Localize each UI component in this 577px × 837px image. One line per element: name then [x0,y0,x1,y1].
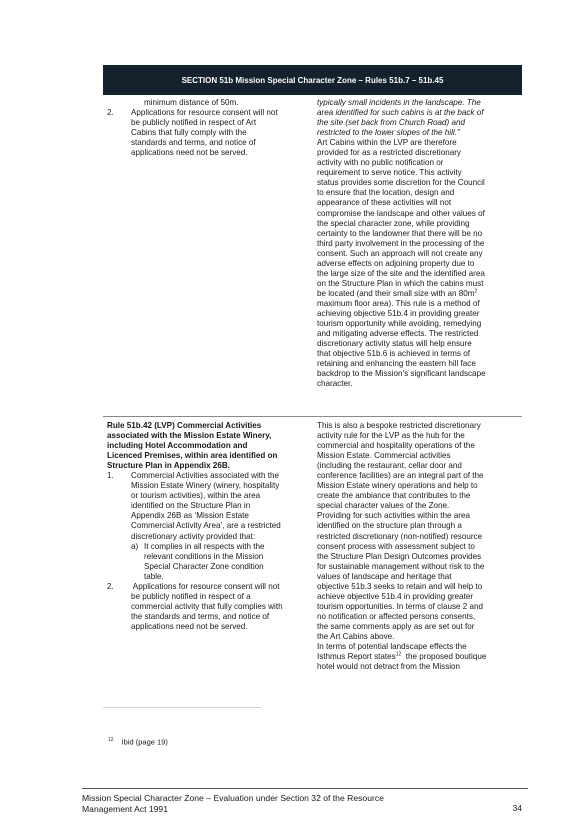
line-text: that objective 51b.6 is achieved in terms of [317,349,470,359]
text-line [107,148,308,158]
list-number: 2. [107,581,114,591]
line-text: area identified for such cabins is at the back of [317,108,484,118]
list-number: 1. [107,471,114,481]
text-line [317,622,521,632]
text-line [317,289,521,299]
line-text: third party involvement in the processing of the [317,238,485,248]
line-text: no notification or affected persons consents, [317,611,476,621]
text-line [107,118,308,128]
line-text: the site (set back from Church Road) and [317,118,466,128]
text-line [317,279,521,289]
text-line [317,98,521,108]
text-line [107,612,308,622]
text-line [107,128,308,138]
line-text: compromise the landscape and other values of [317,208,485,218]
text-line [107,451,308,461]
list-number: 2. [107,108,114,118]
text-line [317,329,521,339]
line-text: applications need not be served. [131,621,248,631]
text-line [317,198,521,208]
line-text: Special Character Zone condition [144,561,264,571]
text-line [317,178,521,188]
line-text: activity rule for the LVP as the hub for the [317,431,465,441]
text-line [107,622,308,632]
text-line [317,552,521,562]
line-text: or tourism activities), within the area [131,491,261,501]
list-letter: a) [131,541,139,551]
line-text: applications need not be served. [131,148,248,158]
text-line [317,128,521,138]
line-text: Mission Estate Winery (winery, hospitality [131,481,280,491]
text-line [107,421,308,431]
superscript: 12 [395,651,402,658]
text-line [317,602,521,612]
line-text: the Art Cabins above. [317,631,395,641]
footnote-divider [103,707,261,708]
text-line [317,642,521,652]
line-text: restricted to the lower slopes of the hill.” [317,128,460,138]
table-row [103,98,522,413]
line-text: discretionary activity provided that: [131,531,256,541]
text-line [317,209,521,219]
line-text: restricted discretionary (non-notified) resource [317,531,483,541]
line-text: Mission Estate. Commercial activities [317,451,451,461]
text-line [317,359,521,369]
line-text: be publicly notified in respect of Art [131,118,257,128]
footnote-number: 12 [108,737,114,743]
text-line [317,188,521,198]
line-text: be located (and their small size with an 80m [317,288,475,298]
line-text: table. [144,571,164,581]
text-line [107,562,308,572]
text-line [317,108,521,118]
text-line [107,441,308,451]
line-text: Art Cabins within the LVP are therefore [317,138,457,148]
line-text: Appendix 26B as ‘Mission Estate [131,511,249,521]
text-line [317,662,521,672]
text-line [107,138,308,148]
text-line [317,471,521,481]
line-text: Mission Estate winery operations and help to [317,481,478,491]
line-text: Structure Plan in Appendix 26B. [107,461,230,471]
line-text: This is also a bespoke restricted discretionary [317,421,481,430]
line-text: achieving objective 51b.4 in providing greater [317,308,480,318]
text-line [107,542,308,552]
line-text: special character values of the Zone. [317,501,450,511]
line-text: create the ambiance that contributes to the [317,491,471,501]
line-text: standards and terms, and notice of [131,138,256,148]
text-line [317,319,521,329]
line-text: the Structure Plan Design Outcomes provides [317,551,482,561]
text-line [317,532,521,542]
line-text: objective 51b.3 seeks to retain and will help to [317,581,483,591]
text-line [317,491,521,501]
text-line [317,632,521,642]
line-text: identified on the Structure Plan in [131,501,251,511]
line-text: the same comments apply as are set out for [317,621,475,631]
line-text: provided for as a restricted discretionary [317,148,461,158]
line-text: requirement to serve notice. This activity [317,168,462,178]
section-title: SECTION 51b Mission Special Character Zone – Rules 51b.7 – 51b.45 [181,75,444,85]
line-text: conference facilities) are an integral part of the [317,471,484,481]
table-row [103,421,522,691]
text-line [317,441,521,451]
line-text: character. [317,379,353,389]
line-text: be publicly notified in respect of a [131,591,251,601]
text-line [107,481,308,491]
line-text: the large size of the site and the identified area [317,268,485,278]
text-line [107,582,308,592]
line-text: discretionary activity status will help ensure [317,339,472,349]
line-text: identified on the structure plan through a [317,521,462,531]
line-text-continued: the proposed boutique [401,652,487,662]
line-text: minimum distance of 50m. [144,98,239,107]
text-line [317,421,521,431]
footnote-text: Ibid (page 19) [121,737,168,747]
text-line [317,592,521,602]
line-text: and mitigating adverse effects. The restricted [317,329,479,339]
text-line [317,299,521,309]
line-text: retaining and enhancing the eastern hill face [317,359,476,369]
line-text: commercial activity that fully complies with [131,601,283,611]
text-line [317,612,521,622]
line-text: Applications for resource consent will not [131,108,278,118]
line-text: certainty to the landowner that there will be no [317,228,483,238]
explanation-column [317,98,521,389]
text-line [107,461,308,471]
text-line [107,501,308,511]
line-text: typically small incidents in the landscape. The [317,98,481,107]
line-text: hotel would not detract from the Mission [317,662,461,672]
text-line [317,431,521,441]
footer-title-line-1: Mission Special Character Zone – Evaluation under Section 32 of the Resource [82,793,384,803]
text-line [107,431,308,441]
line-text: (including the restaurant, cellar door and [317,461,462,471]
line-text: maximum floor area). This rule is a method of [317,298,480,308]
line-text: the special character zone, while providing [317,218,470,228]
text-line [317,259,521,269]
text-line [107,98,308,108]
line-text: values of landscape and heritage that [317,571,452,581]
text-line [317,158,521,168]
line-text: Licenced Premises, within area identified on [107,451,278,461]
text-line [317,339,521,349]
text-line [107,602,308,612]
line-text: activity with no public notification or [317,158,444,168]
line-text: achieve objective 51b.4 in providing greater [317,591,474,601]
explanation-column [317,421,521,672]
line-text: Providing for such activities within the area [317,511,470,521]
line-text: commercial and hospitality operations of the [317,441,475,451]
footer-title-line-2: Management Act 1991 [82,803,168,814]
text-line [107,532,308,542]
text-line [107,572,308,582]
line-text: appearance of these activities will not [317,198,452,208]
text-line [107,511,308,521]
rule-column [107,421,308,632]
text-line [317,239,521,249]
text-line [317,249,521,259]
line-text: consent process with assessment subject to [317,541,475,551]
line-text: associated with the Mission Estate Winery, [107,431,272,441]
text-line [317,309,521,319]
text-line [317,219,521,229]
line-text: tourism opportunities. In terms of clause 2 and [317,601,484,611]
line-text: Commercial Activity Area’, are a restricted [131,521,281,531]
text-line [317,521,521,531]
line-text: adverse effects on adjoining property due to [317,258,475,268]
text-line [317,138,521,148]
line-text: consent. Such an approach will not create any [317,248,483,258]
line-text: for sustainable management without risk to the [317,561,485,571]
line-text: to ensure that the location, design and [317,188,455,198]
text-line [317,229,521,239]
line-text: Commercial Activities associated with the [131,471,279,481]
text-line [107,471,308,481]
text-line [107,552,308,562]
page-footer [82,793,528,814]
text-line [317,269,521,279]
text-line [317,369,521,379]
text-line [317,118,521,128]
text-line [317,168,521,178]
line-text: Cabins that fully comply with the [131,128,247,138]
footer-divider [82,788,528,789]
text-line [317,562,521,572]
rule-column [107,98,308,158]
text-line [317,461,521,471]
line-text: Rule 51b.42 (LVP) Commercial Activities [107,421,262,430]
text-line [107,108,308,118]
text-line [317,148,521,158]
footnote [108,737,168,747]
text-line [317,451,521,461]
text-line [317,501,521,511]
line-text: Isthmus Report states [317,652,396,662]
page-number: 34 [512,803,522,813]
line-text: status provides some discretion for the Council [317,178,485,188]
line-text: Applications for resource consent will not [131,581,280,591]
text-line [317,572,521,582]
text-line [317,542,521,552]
text-line [107,521,308,531]
superscript: 2 [474,288,478,295]
text-line [317,349,521,359]
line-text: the standards and terms, and notice of [131,611,270,621]
line-text: relevant conditions in the Mission [144,551,264,561]
text-line [107,491,308,501]
line-text: on the Structure Plan in which the cabins must [317,278,484,288]
line-text: including Hotel Accommodation and [107,441,248,451]
section-header-banner [103,65,522,95]
text-line [317,582,521,592]
text-line [317,379,521,389]
line-text: It complies in all respects with the [144,541,265,551]
line-text: backdrop to the Mission’s significant landscape [317,369,486,379]
text-line [317,481,521,491]
text-line [107,592,308,602]
row-divider [103,416,522,417]
text-line [317,652,521,662]
line-text: tourism opportunity while avoiding, remedying [317,319,482,329]
line-text: In terms of potential landscape effects the [317,642,467,652]
text-line [317,511,521,521]
